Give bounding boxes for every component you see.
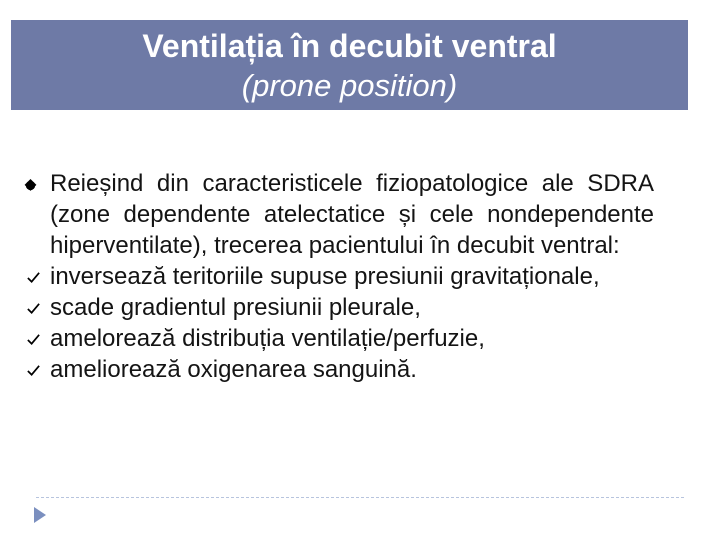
list-item-text: ameliorează oxigenarea sanguină. (50, 356, 417, 383)
list-item (24, 354, 654, 385)
intro-paragraph (24, 168, 654, 261)
list-item-text: inversează teritoriile supuse presiunii gravitaționale, (50, 263, 600, 290)
list-item-text: amelorează distribuția ventilație/perfuzie, (50, 325, 485, 352)
checkmark-icon (26, 301, 41, 316)
list-item (24, 292, 654, 323)
title-band (11, 20, 688, 110)
list-item (24, 261, 654, 292)
play-arrow-icon[interactable] (33, 506, 47, 524)
list-item (24, 323, 654, 354)
intro-text: Reieșind din caracteristicele fiziopatologice ale SDRA (zone dependente atelectatice și cele nondependente hiperventilate), trecerea pacientului în decubit ventral: (50, 170, 654, 259)
footer-divider (36, 497, 684, 498)
slide-subtitle: (prone position) (241, 68, 458, 103)
slide-body (24, 168, 654, 385)
slide-title: Ventilația în decubit ventral (142, 28, 557, 64)
checkmark-icon (26, 270, 41, 285)
checkmark-icon (26, 363, 41, 378)
checkmark-icon (26, 332, 41, 347)
diamond-bullet-icon (24, 179, 37, 192)
list-item-text: scade gradientul presiunii pleurale, (50, 294, 421, 321)
